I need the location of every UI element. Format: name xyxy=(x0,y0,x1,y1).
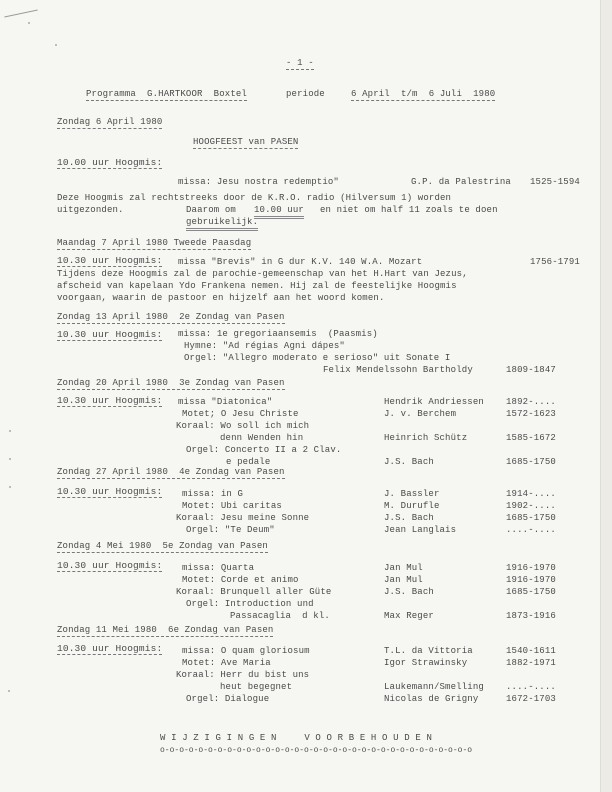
years: 1525-1594 xyxy=(530,177,580,187)
note-line: Deze Hoogmis zal rechtstreeks door de K.R.O. radio (Hilversum 1) worden xyxy=(57,193,452,203)
composer: J.S. Bach xyxy=(384,457,434,467)
note-line: uitgezonden. xyxy=(57,205,124,215)
composer: M. Durufle xyxy=(384,501,440,511)
mass-piece: missa: Jesu nostra redemptio" xyxy=(178,177,339,187)
years: 1540-1611 xyxy=(506,646,556,656)
composer: J. Bassler xyxy=(384,489,440,499)
mass-time: 10.00 uur Hoogmis: xyxy=(57,157,163,168)
years: 1685-1750 xyxy=(506,513,556,523)
composer: Heinrich Schütz xyxy=(384,433,468,443)
piece: Orgel: Dialogue xyxy=(186,694,270,704)
composer: Jan Mul xyxy=(384,563,423,573)
section-date: Zondag 4 Mei 1980 5e Zondag van Pasen xyxy=(57,541,268,551)
years: 1585-1672 xyxy=(506,433,556,443)
mass-time: 10.30 uur Hoogmis: xyxy=(57,486,163,497)
note-line: voorgaan, waarin de pastoor en hijzelf aan het woord komen. xyxy=(57,293,385,303)
note-line: gebruikelijk. xyxy=(186,217,258,231)
piece: Koraal: Jesu meine Sonne xyxy=(176,513,310,523)
years: 1809-1847 xyxy=(506,365,556,375)
mass-time: 10.30 uur Hoogmis: xyxy=(57,255,163,266)
years: 1685-1750 xyxy=(506,457,556,467)
mass-time: 10.30 uur Hoogmis: xyxy=(57,643,163,654)
composer: J.S. Bach xyxy=(384,587,434,597)
piece: heut begegnet xyxy=(220,682,293,692)
composer: Laukemann/Smelling xyxy=(384,682,484,692)
piece: Koraal: Wo soll ich mich xyxy=(176,421,310,431)
composer: Jean Langlais xyxy=(384,525,457,535)
header-dates: 6 April t/m 6 Juli 1980 xyxy=(351,89,496,99)
piece: Motet; O Jesu Christe xyxy=(182,409,299,419)
header-programma: Programma G.HARTKOOR Boxtel xyxy=(86,89,247,99)
years: 1572-1623 xyxy=(506,409,556,419)
note-line: Daarom om xyxy=(186,205,236,215)
speck xyxy=(9,430,11,432)
composer: Jan Mul xyxy=(384,575,423,585)
piece: e pedale xyxy=(226,457,271,467)
years: ....-.... xyxy=(506,682,556,692)
program-line: Orgel: "Allegro moderato e serioso" uit Sonate I xyxy=(184,353,451,363)
note-line: afscheid van kapelaan Ydo Frankena nemen. Hij zal de feestelijke Hoogmis xyxy=(57,281,457,291)
section-date: Zondag 13 April 1980 2e Zondag van Pasen xyxy=(57,312,285,322)
years: 1892-.... xyxy=(506,397,556,407)
page-number: - 1 - xyxy=(286,58,314,68)
header-periode: periode xyxy=(286,89,325,99)
speck xyxy=(8,690,10,692)
mass-time: 10.30 uur Hoogmis: xyxy=(57,560,163,571)
years: 1916-1970 xyxy=(506,563,556,573)
program-line: Hymne: "Ad régias Agni dápes" xyxy=(184,341,345,351)
years: 1882-1971 xyxy=(506,658,556,668)
years: 1902-.... xyxy=(506,501,556,511)
piece: missa "Diatonica" xyxy=(178,397,273,407)
years: 1756-1791 xyxy=(530,257,580,267)
composer: J. v. Berchem xyxy=(384,409,457,419)
speck xyxy=(55,44,57,46)
composer: Felix Mendelssohn Bartholdy xyxy=(323,365,473,375)
speck xyxy=(9,458,11,460)
piece: Koraal: Herr du bist uns xyxy=(176,670,310,680)
speck xyxy=(9,486,11,488)
piece: Motet: Corde et animo xyxy=(182,575,299,585)
speck xyxy=(28,22,30,24)
mass-time: 10.30 uur Hoogmis: xyxy=(57,329,163,340)
composer: G.P. da Palestrina xyxy=(411,177,511,187)
piece: Orgel: Concerto II a 2 Clav. xyxy=(186,445,342,455)
composer: Igor Strawinsky xyxy=(384,658,468,668)
composer: Max Reger xyxy=(384,611,434,621)
composer: T.L. da Vittoria xyxy=(384,646,473,656)
program-line: missa: 1e gregoriaansemis (Paasmis) xyxy=(178,329,378,339)
piece: Passacaglia d kl. xyxy=(230,611,330,621)
piece: Koraal: Brunquell aller Güte xyxy=(176,587,332,597)
piece: missa: O quam gloriosum xyxy=(182,646,310,656)
piece: Motet: Ave Maria xyxy=(182,658,271,668)
note-line: en niet om half 11 zoals te doen xyxy=(320,205,498,215)
note-emphasis: 10.00 uur xyxy=(254,205,304,219)
section-date-easter: Zondag 6 April 1980 xyxy=(57,117,163,127)
years: 1685-1750 xyxy=(506,587,556,597)
mass-piece: missa "Brevis" in G dur K.V. 140 W.A. Mozart xyxy=(178,257,423,267)
piece: Orgel: Introduction und xyxy=(186,599,314,609)
years: 1672-1703 xyxy=(506,694,556,704)
composer: Nicolas de Grigny xyxy=(384,694,479,704)
composer: Hendrik Andriessen xyxy=(384,397,484,407)
section-title-easter: HOOGFEEST van PASEN xyxy=(193,137,299,147)
footer-ornament: o-o-o-o-o-o-o-o-o-o-o-o-o-o-o-o-o-o-o-o-o-o-o-o-o-o-o-o-o-o-o-o-o xyxy=(160,746,473,755)
section-date: Maandag 7 April 1980 Tweede Paasdag xyxy=(57,238,252,248)
piece: denn Wenden hin xyxy=(220,433,304,443)
composer: J.S. Bach xyxy=(384,513,434,523)
pen-mark xyxy=(4,9,37,17)
piece: missa: in G xyxy=(182,489,244,499)
piece: Orgel: "Te Deum" xyxy=(186,525,275,535)
years: ....-.... xyxy=(506,525,556,535)
years: 1914-.... xyxy=(506,489,556,499)
years: 1873-1916 xyxy=(506,611,556,621)
section-date: Zondag 27 April 1980 4e Zondag van Pasen xyxy=(57,467,285,477)
piece: missa: Quarta xyxy=(182,563,255,573)
section-date: Zondag 11 Mei 1980 6e Zondag van Pasen xyxy=(57,625,274,635)
note-line: Tijdens deze Hoogmis zal de parochie-gemeenschap van het H.Hart van Jezus, xyxy=(57,269,468,279)
section-date: Zondag 20 April 1980 3e Zondag van Pasen xyxy=(57,378,285,388)
years: 1916-1970 xyxy=(506,575,556,585)
piece: Motet: Ubi caritas xyxy=(182,501,282,511)
mass-time: 10.30 uur Hoogmis: xyxy=(57,395,163,406)
footer-notice: W I J Z I G I N G E N V O O R B E H O U D E N xyxy=(160,733,432,743)
